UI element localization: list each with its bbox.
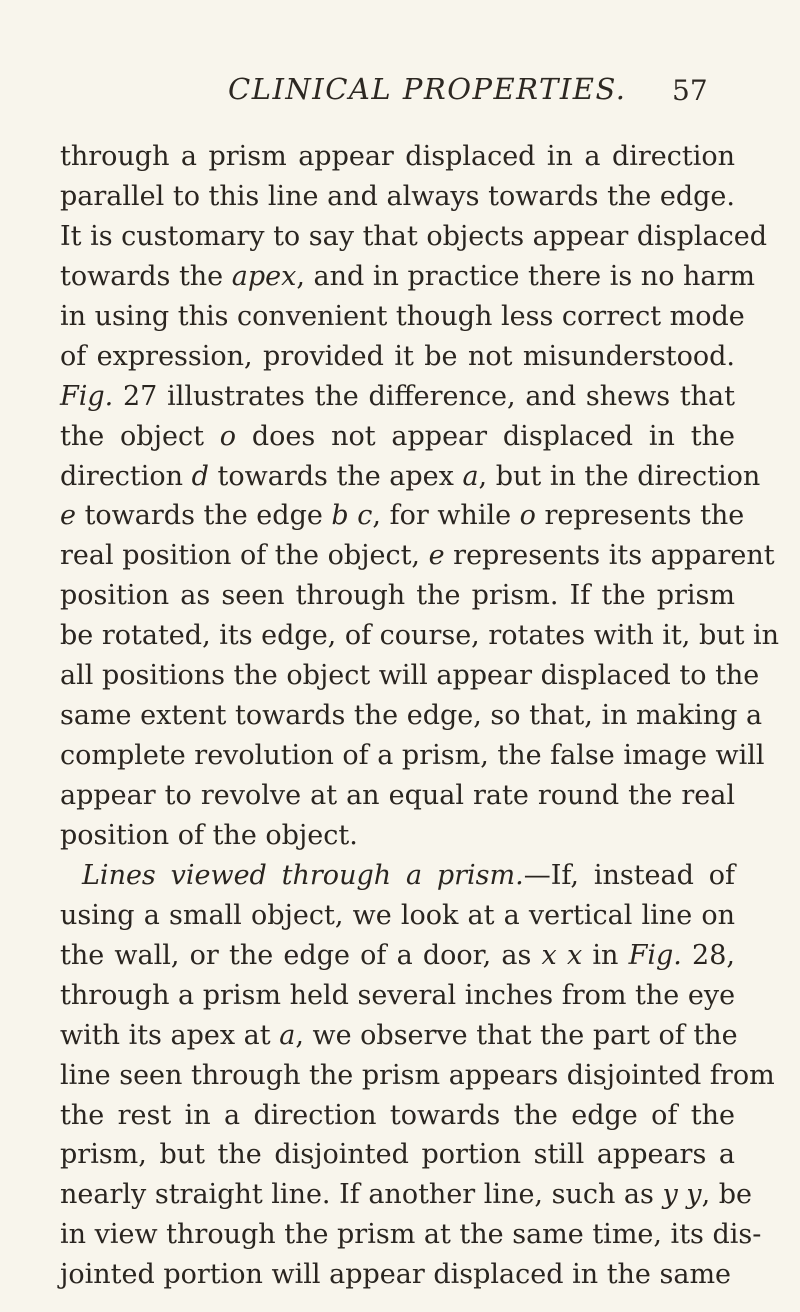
text-line bbox=[60, 776, 735, 816]
italic-text: apex bbox=[231, 260, 297, 292]
running-head: CLINICAL PROPERTIES. bbox=[228, 72, 627, 106]
text-segment: 28, bbox=[681, 939, 735, 971]
text-line bbox=[60, 576, 735, 616]
text-line bbox=[60, 297, 745, 337]
text-segment: position of the object. bbox=[60, 819, 358, 851]
text-segment: towards the edge bbox=[75, 500, 332, 532]
text-line bbox=[60, 137, 735, 177]
text-segment: jointed portion will appear displaced in the same bbox=[60, 1259, 732, 1291]
italic-text: Lines viewed through a prism. bbox=[82, 859, 524, 891]
text-line bbox=[60, 177, 735, 217]
text-line bbox=[60, 856, 735, 896]
text-segment: direction bbox=[60, 460, 192, 492]
text-line bbox=[60, 896, 735, 936]
text-segment: —If, instead of bbox=[523, 859, 735, 891]
italic-text: e bbox=[60, 500, 76, 532]
text-line bbox=[60, 1215, 762, 1255]
text-segment: , for while bbox=[372, 500, 520, 532]
italic-text: e bbox=[428, 540, 445, 572]
text-segment: line seen through the prism appears disjointed from bbox=[60, 1059, 775, 1091]
text-line bbox=[60, 337, 735, 377]
text-line bbox=[60, 616, 780, 656]
text-segment: real position of the object, bbox=[60, 540, 429, 572]
text-line bbox=[60, 417, 735, 457]
text-segment: does not appear displaced in the bbox=[236, 420, 735, 452]
text-segment: the wall, or the edge of a door, as bbox=[60, 939, 542, 971]
text-segment: through a prism held several inches from the eye bbox=[60, 979, 736, 1011]
italic-text: o bbox=[219, 420, 237, 452]
text-segment: towards the bbox=[60, 260, 232, 292]
text-segment: , be bbox=[701, 1179, 752, 1211]
text-segment: with its apex at bbox=[60, 1019, 280, 1051]
text-line bbox=[60, 736, 765, 776]
text-segment: in using this convenient though less correct mode bbox=[60, 300, 745, 332]
text-segment: parallel to this line and always towards the edge. bbox=[60, 180, 735, 212]
text-line bbox=[60, 1016, 738, 1056]
text-segment: in view through the prism at the same time, its dis- bbox=[60, 1219, 762, 1251]
text-segment: 27 illustrates the difference, and shews that bbox=[113, 380, 735, 412]
text-segment: , but in the direction bbox=[478, 460, 761, 492]
italic-text: b c bbox=[331, 500, 373, 532]
page-number: 57 bbox=[672, 74, 708, 107]
text-segment: be rotated, its edge, of course, rotates with it, but in bbox=[60, 620, 780, 652]
text-segment: in bbox=[582, 939, 629, 971]
text-segment: , we observe that the part of the bbox=[295, 1019, 738, 1051]
text-segment: of expression, provided it be not misunderstood. bbox=[60, 340, 735, 372]
text-segment: same extent towards the edge, so that, in making a bbox=[60, 700, 763, 732]
italic-text: Fig. bbox=[60, 380, 114, 412]
text-segment: represents the bbox=[535, 500, 745, 532]
text-line bbox=[60, 1135, 735, 1175]
body-text bbox=[60, 137, 780, 1295]
italic-text: a bbox=[279, 1019, 296, 1051]
text-segment: using a small object, we look at a vertical line on bbox=[60, 899, 735, 931]
text-line bbox=[60, 457, 761, 497]
text-segment: the rest in a direction towards the edge of the bbox=[60, 1099, 735, 1131]
italic-text: Fig. bbox=[628, 939, 682, 971]
text-segment: prism, but the disjointed portion still appears a bbox=[60, 1139, 735, 1171]
text-line bbox=[60, 976, 735, 1016]
text-segment: through a prism appear displaced in a direction bbox=[60, 141, 735, 172]
text-segment: towards the apex bbox=[208, 460, 463, 492]
text-line bbox=[60, 217, 768, 257]
italic-text: o bbox=[519, 500, 536, 532]
text-segment: all positions the object will appear displaced to the bbox=[60, 660, 760, 692]
italic-text: x x bbox=[541, 939, 583, 971]
text-line bbox=[60, 536, 775, 576]
text-segment: represents its apparent bbox=[444, 540, 775, 572]
text-segment: appear to revolve at an equal rate round the real bbox=[60, 780, 735, 811]
italic-text: d bbox=[191, 460, 209, 492]
italic-text: a bbox=[462, 460, 479, 492]
text-segment: nearly straight line. If another line, such as bbox=[60, 1179, 663, 1211]
text-line bbox=[60, 1096, 735, 1136]
text-line bbox=[60, 816, 735, 856]
italic-text: y y bbox=[662, 1179, 702, 1211]
text-line bbox=[60, 936, 735, 976]
text-line bbox=[60, 377, 735, 417]
text-segment: position as seen through the prism. If the prism bbox=[60, 580, 735, 612]
text-segment: , and in practice there is no harm bbox=[296, 260, 756, 292]
text-line bbox=[60, 1175, 752, 1215]
text-line bbox=[60, 696, 763, 736]
text-line bbox=[60, 656, 760, 696]
text-segment: the object bbox=[60, 420, 220, 452]
text-line bbox=[60, 496, 745, 536]
text-segment: complete revolution of a prism, the false image will bbox=[60, 740, 765, 772]
text-line bbox=[60, 257, 756, 297]
text-line bbox=[60, 1056, 775, 1096]
text-line bbox=[60, 1255, 735, 1295]
text-segment: It is customary to say that objects appear displaced bbox=[60, 220, 768, 252]
